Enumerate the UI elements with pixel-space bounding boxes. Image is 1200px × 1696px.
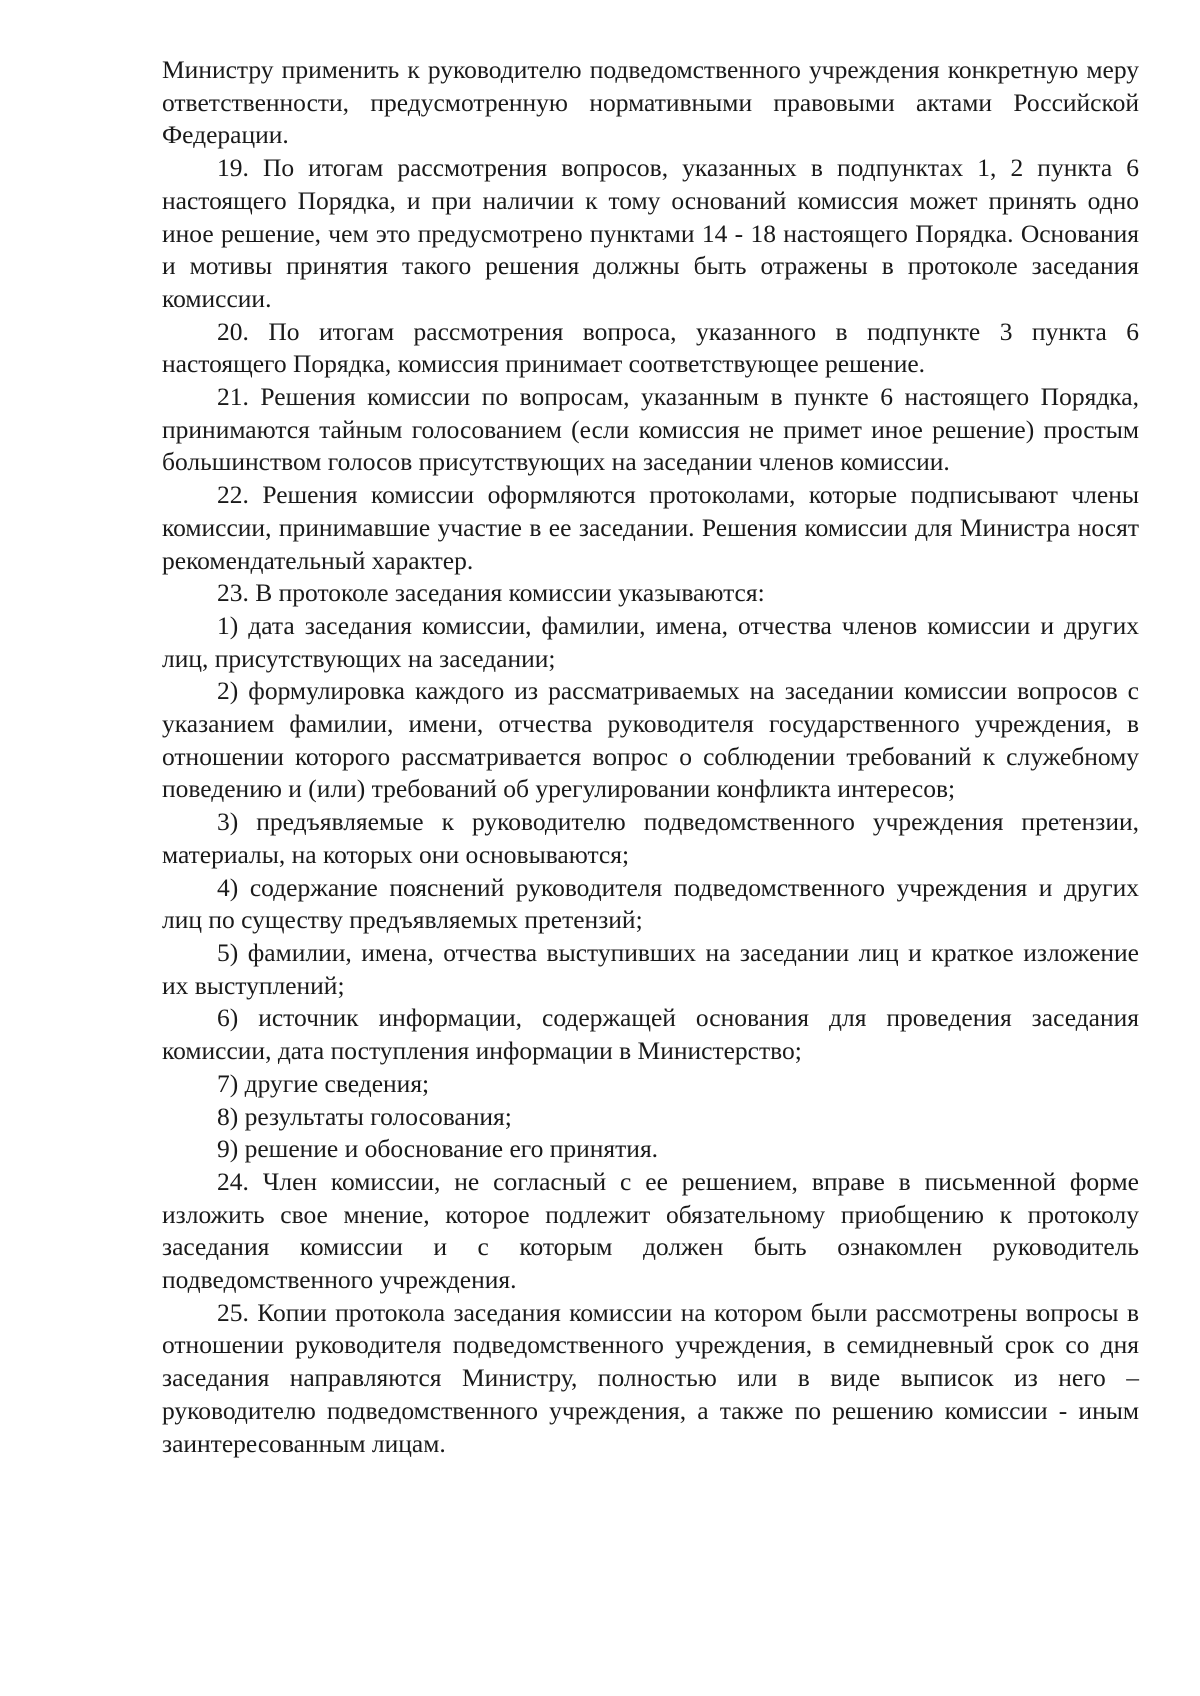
paragraph-21: 21. Решения комиссии по вопросам, указанным в пункте 6 настоящего Порядка, принимаются тайным голосованием (если комиссия не примет иное решение) простым большинством голосов присутствующих на заседании членов комиссии. — [162, 382, 1139, 477]
list-item-4: 4) содержание пояснений руководителя подведомственного учреждения и других лиц по существу предъявляемых претензий; — [162, 872, 1139, 935]
paragraph-19: 19. По итогам рассмотрения вопросов, указанных в подпунктах 1, 2 пункта 6 настоящего Порядка, и при наличии к тому оснований комиссия может принять одно иное решение, чем это предусмотрено пунктами 14 - 18 настоящего Порядка. Основания и мотивы принятия такого решения должны быть отражены в протоколе заседания комиссии. — [162, 153, 1139, 313]
list-item-2: 2) формулировка каждого из рассматриваемых на заседании комиссии вопросов с указанием фамилии, имени, отчества руководителя государственного учреждения, в отношении которого рассматривается вопрос о соблюдении требований к служебному поведению и (или) требований об урегулировании конфликта интересов; — [162, 676, 1139, 804]
list-item-5: 5) фамилии, имена, отчества выступивших на заседании лиц и краткое изложение их выступлений; — [162, 937, 1139, 1000]
paragraph-24: 24. Член комиссии, не согласный с ее решением, вправе в письменной форме изложить свое мнение, которое подлежит обязательному приобщению к протоколу заседания комиссии и с которым должен быть ознакомлен руководитель подведомственного учреждения. — [162, 1166, 1139, 1295]
paragraph-continuation: Министру применить к руководителю подведомственного учреждения конкретную меру ответственности, предусмотренную нормативными правовыми актами Российской Федерации. — [162, 55, 1139, 150]
list-item-1: 1) дата заседания комиссии, фамилии, имена, отчества членов комиссии и других лиц, присутствующих на заседании; — [162, 610, 1139, 673]
list-item-8: 8) результаты голосования; — [217, 1101, 512, 1131]
paragraph-25: 25. Копии протокола заседания комиссии на котором были рассмотрены вопросы в отношении руководителя подведомственного учреждения, в семидневный срок со дня заседания направляются Министру, полностью или в виде выписок из него – руководителю подведомственного учреждения, а также по решению комиссии - иным заинтересованным лицам. — [162, 1297, 1139, 1458]
document-body — [162, 54, 1139, 1460]
paragraph-23: 23. В протоколе заседания комиссии указываются: — [217, 578, 765, 608]
paragraph-20: 20. По итогам рассмотрения вопроса, указанного в подпункте 3 пункта 6 настоящего Порядка, комиссия принимает соответствующее решение. — [162, 316, 1139, 379]
paragraph-22: 22. Решения комиссии оформляются протоколами, которые подписывают члены комиссии, принимавшие участие в ее заседании. Решения комиссии для Министра носят рекомендательный характер. — [162, 480, 1139, 575]
list-item-3: 3) предъявляемые к руководителю подведомственного учреждения претензии, материалы, на которых они основываются; — [162, 807, 1139, 869]
list-item-6: 6) источник информации, содержащей основания для проведения заседания комиссии, дата поступления информации в Министерство; — [162, 1003, 1139, 1066]
list-item-9: 9) решение и обоснование его принятия. — [217, 1134, 659, 1164]
list-item-7: 7) другие сведения; — [217, 1068, 430, 1098]
